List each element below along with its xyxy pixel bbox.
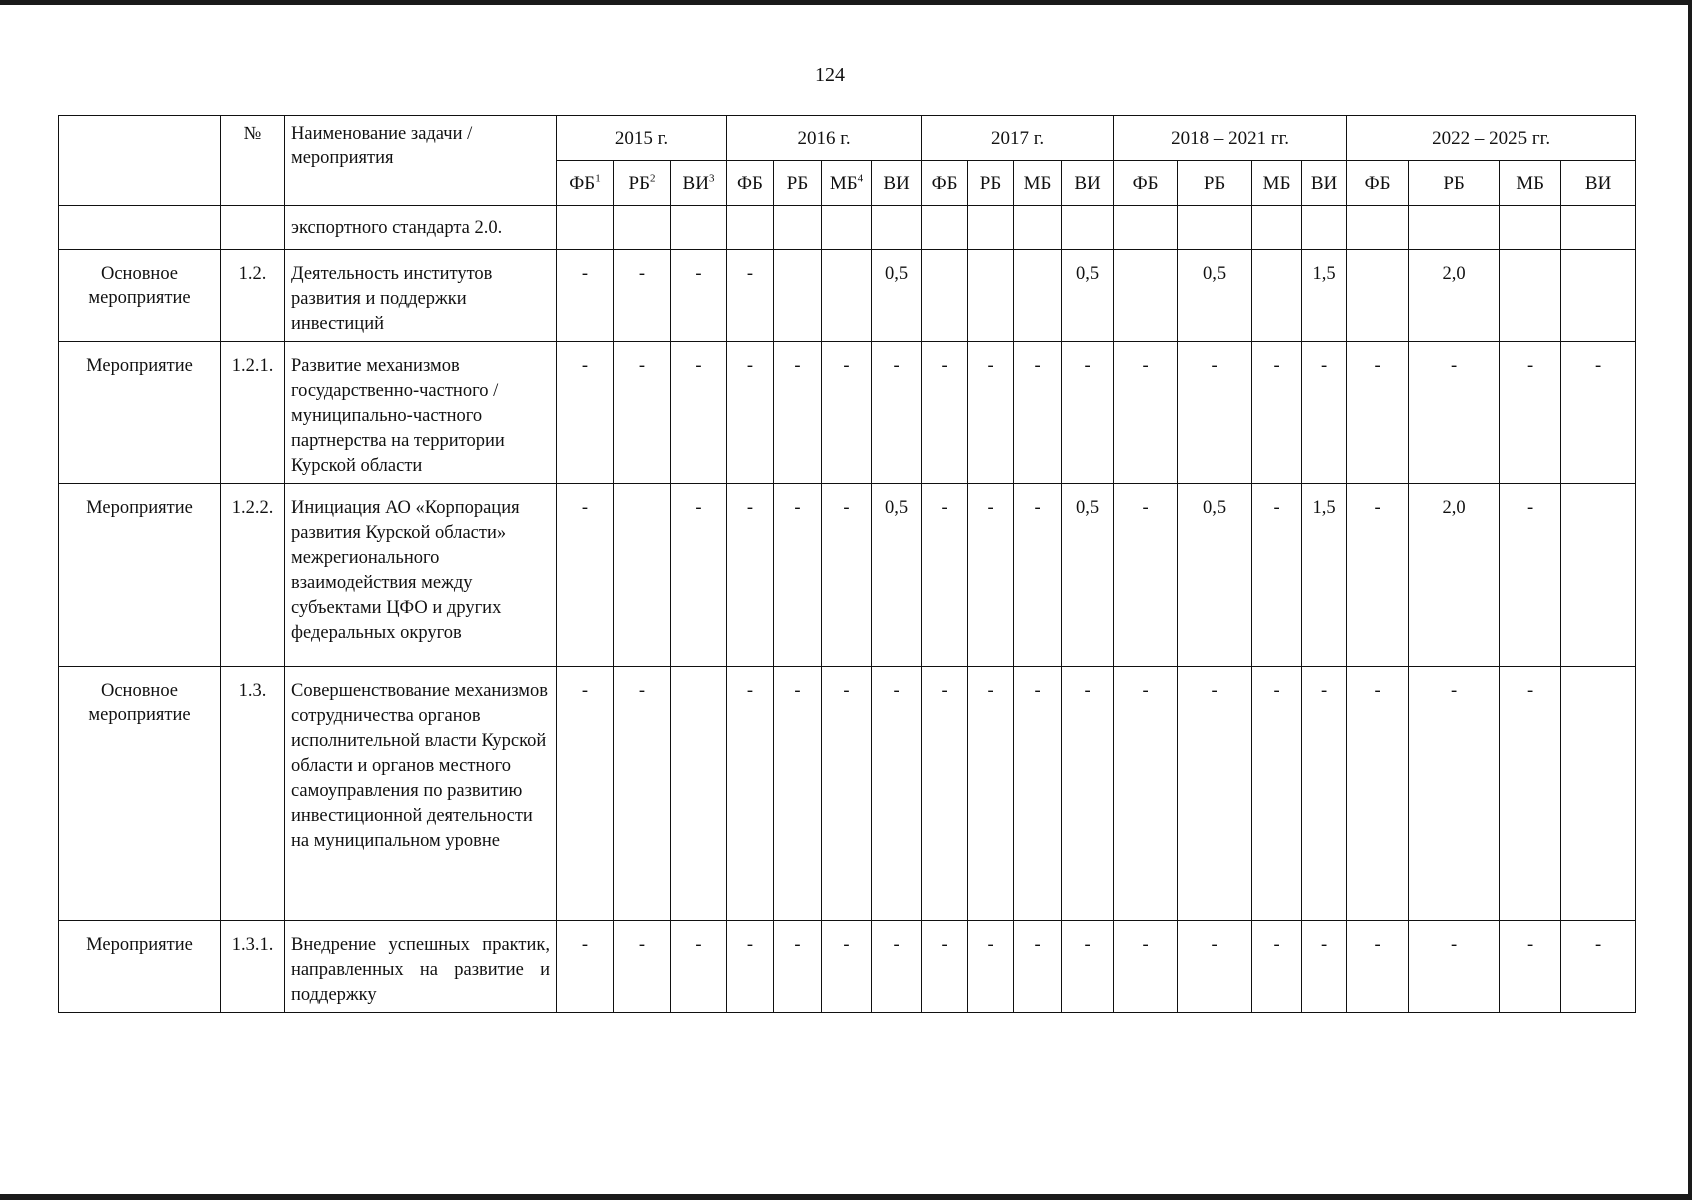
event-name-cell: Развитие механизмов государственно-частного /муниципально-частного партнерства на территории Курской области	[285, 342, 557, 484]
footnote-marker: 2	[649, 172, 656, 185]
funding-value-cell: -	[1014, 921, 1062, 1013]
event-name-cell: Деятельность институтов развития и поддержки инвестиций	[285, 250, 557, 342]
funding-value-cell	[1347, 206, 1409, 250]
event-name-cell: Совершенствование механизмов сотрудничества органов исполнительной власти Курской области и органов местного самоуправления по развитию инвестиционной деятельности на муниципальном уровне	[285, 667, 557, 921]
page-number: 124	[815, 64, 845, 86]
header-source-label: МБ	[1023, 172, 1052, 194]
funding-value-cell	[1409, 206, 1500, 250]
funding-value-cell	[1114, 250, 1178, 342]
funding-value-cell: -	[1347, 484, 1409, 667]
table-row	[59, 667, 1636, 921]
funding-value-cell: -	[1062, 342, 1114, 484]
header-source-cell	[1252, 161, 1302, 206]
funding-value-cell: -	[1500, 921, 1561, 1013]
header-source-label: ФБ	[931, 172, 958, 194]
funding-value-cell: -	[822, 667, 872, 921]
table-row	[59, 250, 1636, 342]
funding-value-cell: -	[1252, 484, 1302, 667]
funding-value-cell	[1014, 250, 1062, 342]
funding-value-cell: 2,0	[1409, 484, 1500, 667]
scan-edge-top	[0, 0, 1692, 5]
header-source-cell	[1347, 161, 1409, 206]
funding-value-cell: -	[1347, 921, 1409, 1013]
footnote-marker: 4	[857, 172, 864, 185]
funding-value-cell	[922, 250, 968, 342]
funding-value-cell: -	[671, 250, 727, 342]
header-source-cell	[727, 161, 774, 206]
event-name-cell: Внедрение успешных практик, направленных на развитие и поддержку	[285, 921, 557, 1013]
funding-value-cell: 0,5	[872, 484, 922, 667]
header-source-cell	[1302, 161, 1347, 206]
funding-value-cell: -	[614, 667, 671, 921]
funding-value-cell	[774, 206, 822, 250]
header-source-cell	[872, 161, 922, 206]
funding-value-cell: -	[872, 667, 922, 921]
funding-value-cell	[1252, 250, 1302, 342]
funding-value-cell	[1302, 206, 1347, 250]
footnote-marker: 1	[595, 172, 601, 185]
header-source-label: РБ	[628, 172, 650, 194]
header-source-label: ВИ	[682, 172, 709, 194]
funding-value-cell: -	[968, 921, 1014, 1013]
event-number-cell: 1.3.1.	[221, 921, 285, 1013]
funding-value-cell	[614, 484, 671, 667]
funding-value-cell: -	[968, 667, 1014, 921]
funding-value-cell: 0,5	[1062, 484, 1114, 667]
funding-value-cell: -	[1500, 342, 1561, 484]
funding-value-cell	[822, 250, 872, 342]
funding-value-cell: -	[557, 342, 614, 484]
funding-value-cell: -	[774, 667, 822, 921]
header-source-label: ВИ	[1584, 172, 1612, 194]
header-source-label: ФБ	[737, 172, 763, 194]
funding-value-cell: -	[1302, 921, 1347, 1013]
event-type-cell: Основное мероприятие	[59, 667, 221, 921]
funding-value-cell: 1,5	[1302, 250, 1347, 342]
header-source-label: ВИ	[1310, 172, 1338, 194]
funding-value-cell: -	[922, 342, 968, 484]
funding-value-cell	[774, 250, 822, 342]
funding-value-cell	[1062, 206, 1114, 250]
funding-value-cell: -	[614, 342, 671, 484]
scan-edge-bottom	[0, 1194, 1692, 1200]
event-type-cell: Мероприятие	[59, 342, 221, 484]
header-source-cell	[1014, 161, 1062, 206]
funding-table	[58, 115, 1636, 1013]
header-source-label: РБ	[1203, 172, 1226, 194]
header-source-label: РБ	[1443, 172, 1465, 194]
funding-value-cell: -	[671, 342, 727, 484]
funding-value-cell: -	[557, 921, 614, 1013]
header-source-cell	[557, 161, 614, 206]
header-source-cell	[1409, 161, 1500, 206]
header-source-label: РБ	[979, 172, 1002, 194]
header-source-label: РБ	[786, 172, 809, 194]
event-type-cell: Мероприятие	[59, 921, 221, 1013]
funding-value-cell: -	[727, 342, 774, 484]
funding-value-cell: -	[822, 342, 872, 484]
funding-value-cell: -	[727, 484, 774, 667]
funding-value-cell: -	[671, 484, 727, 667]
header-name: Наименование задачи / мероприятия	[285, 116, 557, 206]
header-source-cell	[1500, 161, 1561, 206]
funding-value-cell: 0,5	[1178, 484, 1252, 667]
event-type-cell: Мероприятие	[59, 484, 221, 667]
funding-value-cell	[872, 206, 922, 250]
event-type-cell: Основное мероприятие	[59, 250, 221, 342]
funding-value-cell	[671, 667, 727, 921]
funding-value-cell: -	[1178, 921, 1252, 1013]
funding-value-cell: 0,5	[872, 250, 922, 342]
header-year-2016: 2016 г.	[727, 116, 922, 161]
funding-value-cell	[557, 206, 614, 250]
event-name-cell: Инициация АО «Корпорация развития Курской области» межрегионального взаимодействия между субъектами ЦФО и других федеральных округов	[285, 484, 557, 667]
funding-value-cell: 0,5	[1178, 250, 1252, 342]
event-type-cell	[59, 206, 221, 250]
event-name-cell: экспортного стандарта 2.0.	[285, 206, 557, 250]
funding-value-cell: -	[1561, 921, 1636, 1013]
header-source-cell	[1561, 161, 1636, 206]
header-source-cell	[671, 161, 727, 206]
funding-value-cell: -	[1114, 921, 1178, 1013]
funding-value-cell: -	[1014, 484, 1062, 667]
funding-value-cell: 2,0	[1409, 250, 1500, 342]
header-num: №	[221, 116, 285, 206]
footnote-marker: 3	[708, 172, 715, 185]
funding-value-cell	[1561, 206, 1636, 250]
funding-value-cell: -	[1062, 667, 1114, 921]
funding-value-cell: -	[774, 342, 822, 484]
funding-value-cell: -	[1347, 667, 1409, 921]
funding-value-cell	[968, 250, 1014, 342]
funding-value-cell	[1561, 667, 1636, 921]
table-row	[59, 921, 1636, 1013]
funding-value-cell: -	[557, 667, 614, 921]
header-source-cell	[774, 161, 822, 206]
funding-value-cell: -	[1178, 342, 1252, 484]
header-source-label: ВИ	[883, 172, 910, 194]
header-source-label: МБ	[829, 172, 858, 194]
funding-value-cell: -	[968, 484, 1014, 667]
funding-value-cell	[1114, 206, 1178, 250]
header-year-2018-2021: 2018 – 2021 гг.	[1114, 116, 1347, 161]
table-row	[59, 206, 1636, 250]
funding-value-cell: -	[727, 667, 774, 921]
funding-value-cell: -	[557, 484, 614, 667]
funding-value-cell: -	[614, 921, 671, 1013]
funding-value-cell	[1500, 250, 1561, 342]
funding-value-cell: -	[1114, 667, 1178, 921]
funding-value-cell: -	[822, 921, 872, 1013]
funding-value-cell: -	[1409, 667, 1500, 921]
funding-value-cell	[1561, 250, 1636, 342]
funding-value-cell: -	[872, 342, 922, 484]
funding-value-cell	[1561, 484, 1636, 667]
funding-value-cell: -	[774, 921, 822, 1013]
event-number-cell: 1.2.	[221, 250, 285, 342]
funding-value-cell	[1252, 206, 1302, 250]
scan-edge-right	[1688, 0, 1692, 1200]
header-year-2022-2025: 2022 – 2025 гг.	[1347, 116, 1636, 161]
header-type-cell	[59, 116, 221, 206]
header-source-cell	[922, 161, 968, 206]
header-source-cell	[614, 161, 671, 206]
funding-value-cell: -	[1114, 484, 1178, 667]
funding-value-cell: -	[872, 921, 922, 1013]
funding-value-cell	[1178, 206, 1252, 250]
header-year-2017: 2017 г.	[922, 116, 1114, 161]
header-source-cell	[822, 161, 872, 206]
funding-value-cell	[614, 206, 671, 250]
header-source-cell	[1178, 161, 1252, 206]
funding-value-cell: 1,5	[1302, 484, 1347, 667]
funding-value-cell: -	[1561, 342, 1636, 484]
funding-value-cell: -	[1252, 342, 1302, 484]
funding-value-cell: -	[1114, 342, 1178, 484]
event-number-cell	[221, 206, 285, 250]
event-number-cell: 1.2.2.	[221, 484, 285, 667]
header-source-cell	[1114, 161, 1178, 206]
header-source-cell	[1062, 161, 1114, 206]
table-row	[59, 484, 1636, 667]
funding-value-cell	[1014, 206, 1062, 250]
funding-value-cell: -	[1409, 921, 1500, 1013]
header-source-label: МБ	[1516, 172, 1544, 194]
header-source-label: МБ	[1262, 172, 1291, 194]
header-source-label: ФБ	[1132, 172, 1159, 194]
funding-value-cell: -	[1178, 667, 1252, 921]
funding-value-cell	[922, 206, 968, 250]
funding-value-cell: -	[727, 921, 774, 1013]
header-source-label: ФБ	[569, 172, 596, 194]
funding-value-cell: -	[1252, 921, 1302, 1013]
funding-value-cell: -	[968, 342, 1014, 484]
funding-value-cell: -	[922, 667, 968, 921]
funding-value-cell: -	[1014, 342, 1062, 484]
funding-value-cell: -	[1062, 921, 1114, 1013]
funding-value-cell: 0,5	[1062, 250, 1114, 342]
funding-value-cell: -	[822, 484, 872, 667]
funding-value-cell: -	[1014, 667, 1062, 921]
funding-value-cell: -	[614, 250, 671, 342]
funding-value-cell: -	[1500, 484, 1561, 667]
funding-value-cell	[727, 206, 774, 250]
funding-value-cell: -	[557, 250, 614, 342]
funding-value-cell	[671, 206, 727, 250]
funding-value-cell: -	[1409, 342, 1500, 484]
event-number-cell: 1.3.	[221, 667, 285, 921]
event-number-cell: 1.2.1.	[221, 342, 285, 484]
funding-value-cell: -	[727, 250, 774, 342]
funding-value-cell: -	[1500, 667, 1561, 921]
header-source-cell	[968, 161, 1014, 206]
table-row	[59, 342, 1636, 484]
header-year-2015: 2015 г.	[557, 116, 727, 161]
funding-value-cell	[822, 206, 872, 250]
funding-value-cell: -	[774, 484, 822, 667]
header-row-years	[59, 116, 1636, 161]
header-source-label: ФБ	[1364, 172, 1391, 194]
funding-value-cell: -	[922, 921, 968, 1013]
funding-value-cell: -	[1302, 667, 1347, 921]
funding-value-cell: -	[922, 484, 968, 667]
funding-value-cell: -	[671, 921, 727, 1013]
funding-value-cell	[968, 206, 1014, 250]
funding-value-cell	[1500, 206, 1561, 250]
funding-value-cell	[1347, 250, 1409, 342]
funding-value-cell: -	[1302, 342, 1347, 484]
header-source-label: ВИ	[1074, 172, 1101, 194]
funding-value-cell: -	[1347, 342, 1409, 484]
funding-value-cell: -	[1252, 667, 1302, 921]
